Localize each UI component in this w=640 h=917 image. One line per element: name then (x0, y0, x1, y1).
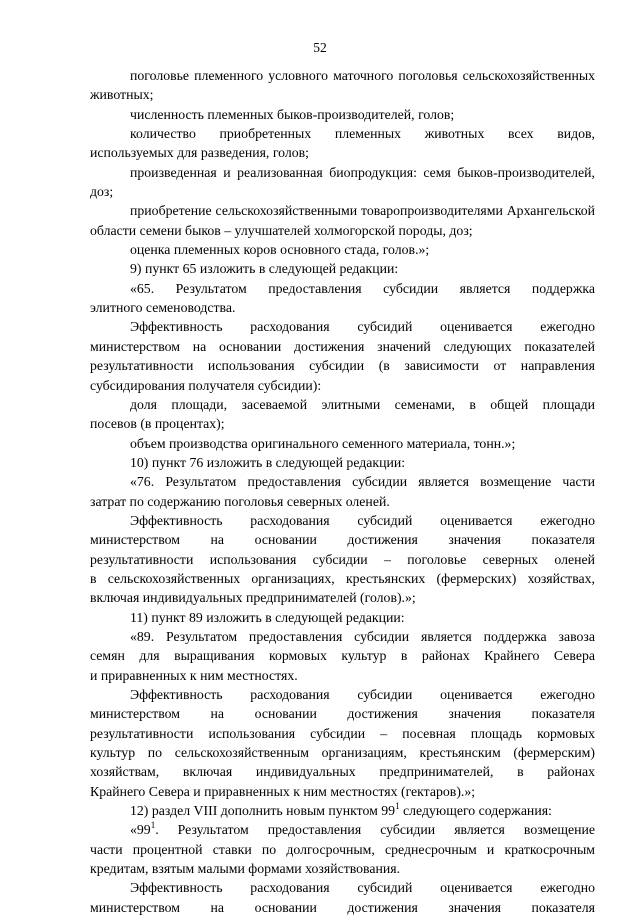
line-text: объем производства оригинального семенного материала, тонн.»; (130, 435, 516, 451)
line-text-continued: . Результатом предоставления субсидии является возмещение (155, 822, 595, 838)
text-line (90, 569, 595, 588)
line-text: результативности использования субсидии – поголовье северных оленей (90, 551, 595, 567)
superscript: 1 (150, 820, 156, 831)
line-text: Эффективность расходования субсидий оценивается ежегодно (130, 319, 595, 335)
line-text: включая индивидуальных предпринимателей (голов).»; (90, 590, 416, 606)
text-line (90, 453, 595, 472)
line-text: «76. Результатом предоставления субсидии является возмещение части (130, 474, 595, 490)
line-text: приобретение сельскохозяйственными товаропроизводителями Архангельской (130, 203, 595, 219)
line-text: 9) пункт 65 изложить в следующей редакции: (130, 261, 399, 277)
text-line (90, 588, 595, 607)
text-line (90, 550, 595, 569)
text-line (90, 240, 595, 259)
line-text: и приравненных к ним местностях. (90, 667, 298, 683)
text-line (90, 221, 595, 240)
line-text: министерством на основании достижения значения показателя (90, 706, 595, 722)
text-line (90, 163, 595, 182)
text-line (90, 66, 595, 85)
superscript: 1 (395, 801, 400, 812)
line-text: в сельскохозяйственных организациях, крестьянских (фермерских) хозяйствах, (90, 570, 595, 586)
line-text: количество приобретенных племенных животных всех видов, (130, 126, 595, 142)
text-line (90, 627, 595, 646)
line-text: хозяйствам, включая индивидуальных предпринимателей, в районах (90, 764, 595, 780)
text-line (90, 85, 595, 104)
line-text: доля площади, засеваемой элитными семенами, в общей площади (130, 396, 595, 412)
text-line (90, 259, 595, 278)
line-text: 10) пункт 76 изложить в следующей редакции: (130, 454, 406, 470)
line-text: «99 (130, 822, 151, 838)
text-line (90, 859, 595, 878)
line-text: произведенная и реализованная биопродукция: семя быков-производителей, (130, 164, 595, 180)
text-line (90, 395, 595, 414)
text-line (90, 762, 595, 781)
text-line (90, 376, 595, 395)
text-line (90, 666, 595, 685)
line-text: оценка племенных коров основного стада, голов.»; (130, 242, 430, 258)
line-text: Эффективность расходования субсидии оценивается ежегодно (130, 687, 595, 702)
text-line (90, 492, 595, 511)
line-text: «89. Результатом предоставления субсидии является поддержка завоза (130, 628, 595, 644)
text-line (90, 646, 595, 665)
line-text: результативности использования субсидии – посевная площадь кормовых (90, 725, 595, 741)
line-text-continued: следующего содержания: (399, 803, 552, 819)
line-text: животных; (90, 87, 154, 103)
text-line (90, 724, 595, 743)
text-line (90, 434, 595, 453)
line-text: культур по сельскохозяйственным организациям, крестьянским (фермерским) (90, 745, 595, 761)
line-text: численность племенных быков-производителей, голов; (130, 106, 455, 122)
text-line (90, 182, 595, 201)
line-text: семян для выращивания кормовых культур в районах Крайнего Севера (90, 648, 595, 664)
line-text: используемых для разведения, голов; (90, 145, 309, 161)
text-line (90, 298, 595, 317)
text-line (90, 878, 595, 897)
text-line (90, 105, 595, 124)
line-text: 11) пункт 89 изложить в следующей редакции: (130, 609, 405, 625)
line-text: кредитам, взятым малыми формами хозяйствования. (90, 861, 401, 877)
text-line (90, 801, 595, 820)
text-line (90, 840, 595, 859)
text-line (90, 530, 595, 549)
line-text: Эффективность расходования субсидий оценивается ежегодно (130, 512, 595, 528)
line-text: Крайнего Севера и приравненных к ним местностях (гектаров).»; (90, 783, 476, 799)
line-text: «65. Результатом предоставления субсидии является поддержка (130, 280, 595, 296)
text-line (90, 608, 595, 627)
line-text: поголовье племенного условного маточного поголовья сельскохозяйственных (130, 68, 595, 83)
text-line (90, 782, 595, 801)
line-text: затрат по содержанию поголовья северных оленей. (90, 493, 390, 509)
text-line (90, 143, 595, 162)
text-line (90, 124, 595, 143)
document-body (90, 66, 595, 917)
line-text: Эффективность расходования субсидий оценивается ежегодно (130, 880, 595, 896)
page-number: 52 (313, 40, 327, 55)
text-line (90, 414, 595, 433)
line-text: министерством на основании достижения значения показателя (90, 532, 595, 548)
line-text: субсидирования получателя субсидии): (90, 377, 322, 393)
text-line (90, 317, 595, 336)
line-text: области семени быков – улучшателей холмогорской породы, доз; (90, 222, 473, 238)
line-text: части процентной ставки по долгосрочным, среднесрочным и краткосрочным (90, 841, 595, 857)
text-line (90, 201, 595, 220)
line-text: доз; (90, 184, 114, 200)
text-line (90, 743, 595, 762)
line-text: результативности использования субсидии (в зависимости от направления (90, 358, 595, 374)
text-line (90, 356, 595, 375)
text-line (90, 898, 595, 917)
line-text: посевов (в процентах); (90, 416, 225, 432)
line-text: министерством на основании достижения значения показателя (90, 899, 595, 915)
text-line (90, 685, 595, 704)
text-line (90, 337, 595, 356)
text-line (90, 472, 595, 491)
text-line (90, 704, 595, 723)
line-text: элитного семеноводства. (90, 300, 236, 316)
line-text: министерством на основании достижения значений следующих показателей (90, 338, 595, 354)
line-text: 12) раздел VIII дополнить новым пунктом 99 (130, 803, 396, 819)
text-line (90, 511, 595, 530)
text-line (90, 279, 595, 298)
text-line (90, 820, 595, 839)
